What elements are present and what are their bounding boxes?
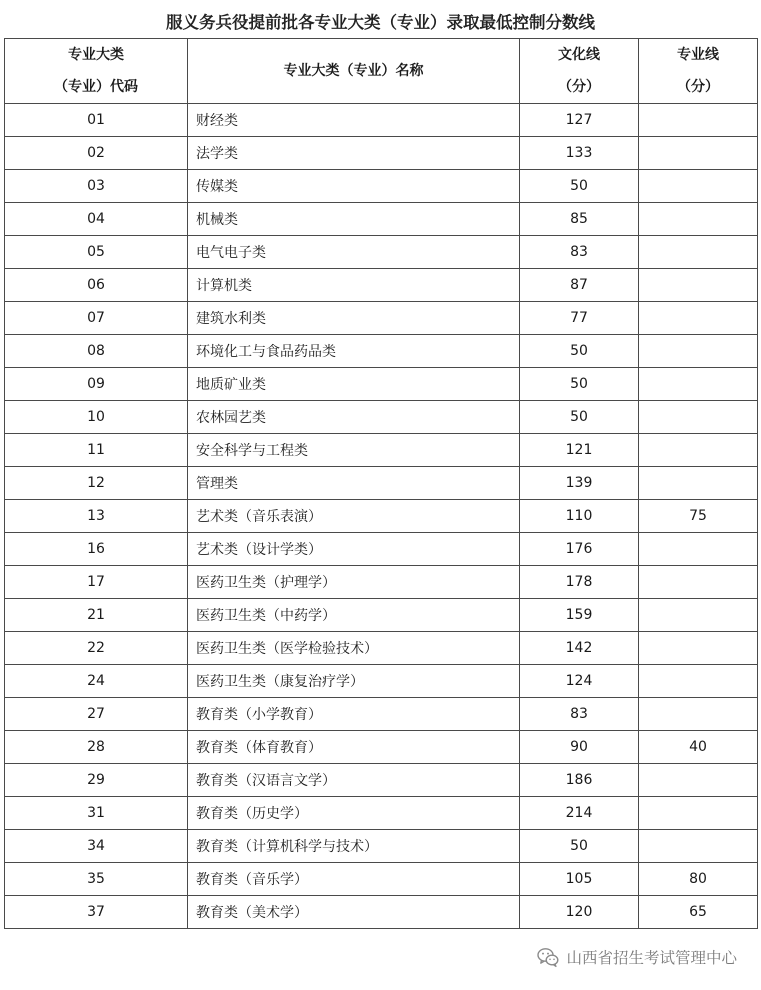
cell-code: 31 [5, 797, 188, 830]
cell-major-line [639, 599, 758, 632]
header-code: 专业大类 （专业）代码 [5, 39, 188, 104]
cell-culture-line: 50 [520, 401, 639, 434]
cell-name: 机械类 [188, 203, 520, 236]
cell-name: 教育类（体育教育） [188, 731, 520, 764]
table-row [5, 170, 758, 203]
cell-major-line [639, 764, 758, 797]
cell-name: 管理类 [188, 467, 520, 500]
cell-name: 教育类（音乐学） [188, 863, 520, 896]
watermark-text: 山西省招生考试管理中心 [566, 949, 737, 967]
cell-code: 22 [5, 632, 188, 665]
cell-culture-line: 176 [520, 533, 639, 566]
cell-name: 医药卫生类（护理学） [188, 566, 520, 599]
cell-culture-line: 110 [520, 500, 639, 533]
table-row [5, 269, 758, 302]
cell-code: 02 [5, 137, 188, 170]
table-row [5, 533, 758, 566]
cell-major-line [639, 137, 758, 170]
cell-culture-line: 90 [520, 731, 639, 764]
cell-name: 传媒类 [188, 170, 520, 203]
cell-culture-line: 50 [520, 170, 639, 203]
cell-major-line [639, 269, 758, 302]
table-row [5, 203, 758, 236]
page-title: 服义务兵役提前批各专业大类（专业）录取最低控制分数线 [166, 13, 595, 32]
table-row [5, 434, 758, 467]
cell-name: 电气电子类 [188, 236, 520, 269]
cell-major-line [639, 698, 758, 731]
cell-major-line [639, 335, 758, 368]
cell-culture-line: 142 [520, 632, 639, 665]
cell-major-line [639, 302, 758, 335]
cell-culture-line: 127 [520, 104, 639, 137]
cell-code: 37 [5, 896, 188, 929]
cell-code: 35 [5, 863, 188, 896]
table-row [5, 368, 758, 401]
cell-major-line: 75 [639, 500, 758, 533]
cell-major-line [639, 797, 758, 830]
header-major-line: 专业线 （分） [639, 39, 758, 104]
cell-major-line [639, 401, 758, 434]
table-body [5, 104, 758, 929]
cell-culture-line: 178 [520, 566, 639, 599]
cell-code: 17 [5, 566, 188, 599]
cell-culture-line: 105 [520, 863, 639, 896]
cell-major-line [639, 830, 758, 863]
table-row [5, 467, 758, 500]
cell-name: 地质矿业类 [188, 368, 520, 401]
cell-major-line [639, 203, 758, 236]
cell-name: 计算机类 [188, 269, 520, 302]
cell-code: 01 [5, 104, 188, 137]
table-row [5, 698, 758, 731]
table-row [5, 236, 758, 269]
cell-code: 04 [5, 203, 188, 236]
table-row [5, 731, 758, 764]
cell-code: 13 [5, 500, 188, 533]
cell-code: 07 [5, 302, 188, 335]
cell-culture-line: 77 [520, 302, 639, 335]
cell-code: 08 [5, 335, 188, 368]
cell-name: 建筑水利类 [188, 302, 520, 335]
table-row [5, 335, 758, 368]
cell-major-line [639, 434, 758, 467]
cell-culture-line: 120 [520, 896, 639, 929]
table-row [5, 665, 758, 698]
cell-culture-line: 50 [520, 335, 639, 368]
cell-culture-line: 85 [520, 203, 639, 236]
table-row [5, 137, 758, 170]
cell-code: 03 [5, 170, 188, 203]
cell-name: 教育类（汉语言文学） [188, 764, 520, 797]
cell-culture-line: 124 [520, 665, 639, 698]
cell-code: 24 [5, 665, 188, 698]
cell-code: 06 [5, 269, 188, 302]
cell-major-line [639, 104, 758, 137]
cell-major-line [639, 533, 758, 566]
cell-code: 27 [5, 698, 188, 731]
cell-major-line [639, 170, 758, 203]
cell-culture-line: 83 [520, 698, 639, 731]
cell-code: 29 [5, 764, 188, 797]
cell-culture-line: 50 [520, 368, 639, 401]
cell-major-line: 40 [639, 731, 758, 764]
cell-major-line: 65 [639, 896, 758, 929]
cell-major-line [639, 632, 758, 665]
table-row [5, 566, 758, 599]
cell-name: 医药卫生类（康复治疗学） [188, 665, 520, 698]
table-row [5, 764, 758, 797]
cell-culture-line: 186 [520, 764, 639, 797]
cell-culture-line: 87 [520, 269, 639, 302]
cell-major-line [639, 566, 758, 599]
header-row [5, 39, 758, 104]
cell-name: 医药卫生类（中药学） [188, 599, 520, 632]
table-row [5, 104, 758, 137]
cell-code: 05 [5, 236, 188, 269]
table-row [5, 599, 758, 632]
cell-name: 艺术类（设计学类） [188, 533, 520, 566]
cell-code: 16 [5, 533, 188, 566]
cell-name: 法学类 [188, 137, 520, 170]
table-row [5, 830, 758, 863]
cell-code: 11 [5, 434, 188, 467]
score-table [4, 38, 758, 929]
header-culture-line: 文化线 （分） [520, 39, 639, 104]
header-name: 专业大类（专业）名称 [188, 39, 520, 104]
cell-name: 艺术类（音乐表演） [188, 500, 520, 533]
table-row [5, 797, 758, 830]
cell-name: 农林园艺类 [188, 401, 520, 434]
cell-culture-line: 121 [520, 434, 639, 467]
cell-name: 安全科学与工程类 [188, 434, 520, 467]
table-row [5, 401, 758, 434]
cell-name: 教育类（历史学） [188, 797, 520, 830]
cell-name: 财经类 [188, 104, 520, 137]
cell-major-line: 80 [639, 863, 758, 896]
table-row [5, 500, 758, 533]
cell-culture-line: 83 [520, 236, 639, 269]
cell-major-line [639, 368, 758, 401]
cell-culture-line: 159 [520, 599, 639, 632]
cell-culture-line: 133 [520, 137, 639, 170]
watermark [536, 943, 737, 971]
cell-code: 10 [5, 401, 188, 434]
cell-name: 教育类（计算机科学与技术） [188, 830, 520, 863]
cell-culture-line: 50 [520, 830, 639, 863]
cell-major-line [639, 665, 758, 698]
cell-name: 教育类（美术学） [188, 896, 520, 929]
cell-major-line [639, 467, 758, 500]
cell-name: 教育类（小学教育） [188, 698, 520, 731]
cell-culture-line: 139 [520, 467, 639, 500]
cell-code: 21 [5, 599, 188, 632]
table-row [5, 896, 758, 929]
cell-culture-line: 214 [520, 797, 639, 830]
wechat-icon [536, 945, 560, 969]
cell-code: 28 [5, 731, 188, 764]
table-row [5, 863, 758, 896]
table-row [5, 302, 758, 335]
cell-code: 34 [5, 830, 188, 863]
cell-major-line [639, 236, 758, 269]
cell-code: 09 [5, 368, 188, 401]
cell-name: 医药卫生类（医学检验技术） [188, 632, 520, 665]
table-row [5, 632, 758, 665]
cell-code: 12 [5, 467, 188, 500]
cell-name: 环境化工与食品药品类 [188, 335, 520, 368]
